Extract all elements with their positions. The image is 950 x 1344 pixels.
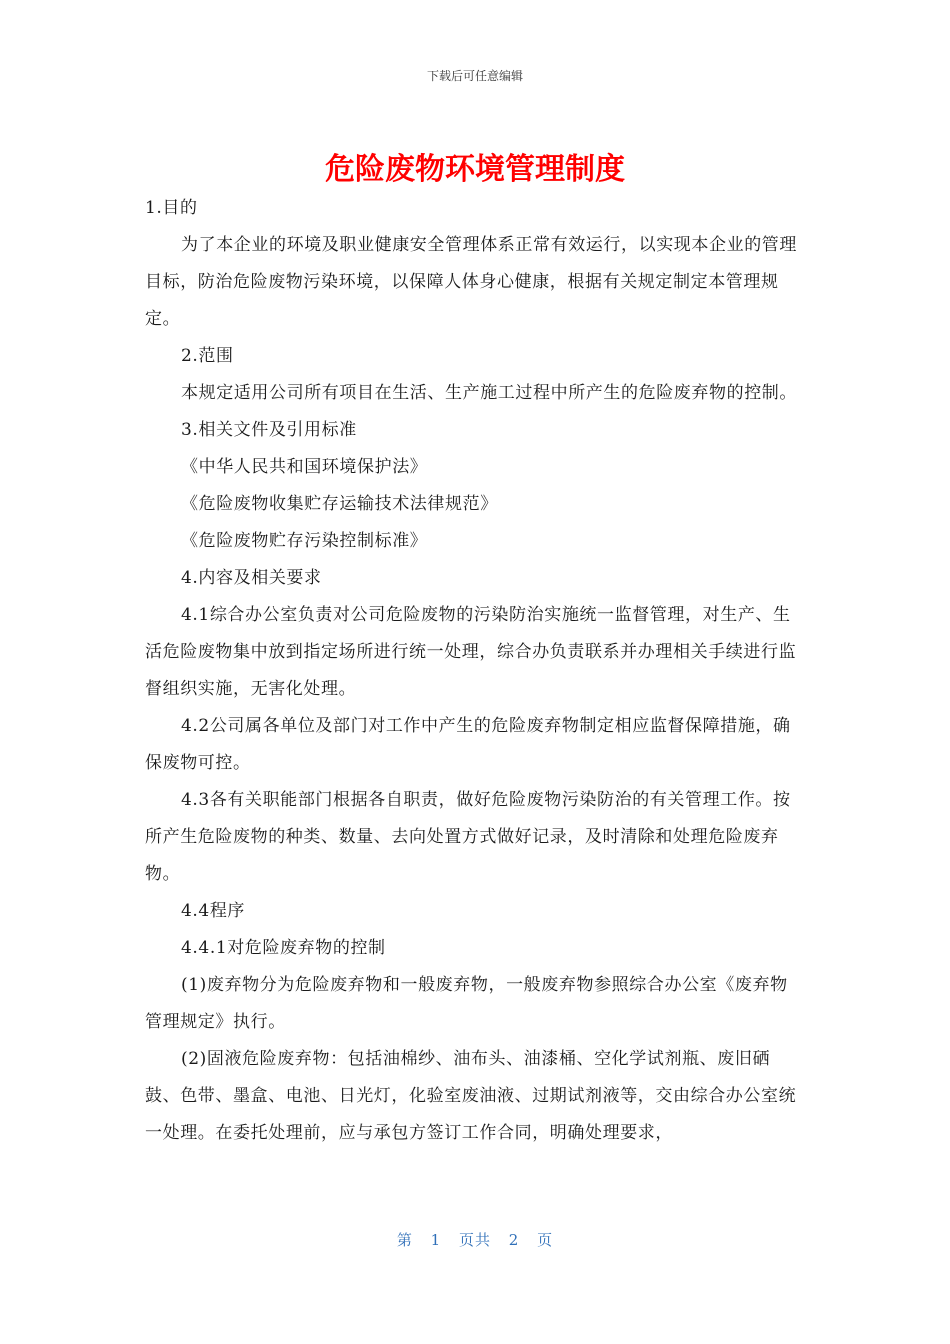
page-label-suffix: 页 (537, 1231, 554, 1249)
paragraph: 4.2公司属各单位及部门对工作中产生的危险废弃物制定相应监督保障措施，确保废物可控。 (145, 716, 791, 773)
paragraph: (1)废弃物分为危险废弃物和一般废弃物，一般废弃物参照综合办公室《废弃物管理规定》执行。 (145, 975, 788, 1032)
paragraph: 4.4程序 (181, 901, 246, 921)
paragraph: 4.内容及相关要求 (181, 568, 322, 588)
paragraph: 1.目的 (145, 198, 198, 218)
paragraph: 4.4.1对危险废弃物的控制 (181, 938, 386, 958)
paragraph: 为了本企业的环境及职业健康安全管理体系正常有效运行，以实现本企业的管理目标，防治危险废物污染环境，以保障人体身心健康，根据有关规定制定本管理规定。 (145, 235, 797, 329)
header-note: 下载后可任意编辑 (426, 69, 523, 83)
page-label-prefix: 第 (396, 1231, 413, 1249)
paragraph: 4.3各有关职能部门根据各自职责，做好危险废物污染防治的有关管理工作。按所产生危险废物的种类、数量、去向处置方式做好记录，及时清除和处理危险废弃物。 (145, 790, 791, 884)
paragraph: 2.范围 (181, 346, 234, 366)
paragraph: (2)固液危险废弃物：包括油棉纱、油布头、油漆桶、空化学试剂瓶、废旧硒鼓、色带、墨盒、电池、日光灯，化验室废油液、过期试剂液等，交由综合办公室统一处理。在委托处理前，应与承包方签订工作合同，明确处理要求， (145, 1049, 797, 1143)
paragraph: 4.1综合办公室负责对公司危险废物的污染防治实施统一监督管理，对生产、生活危险废物集中放到指定场所进行统一处理，综合办负责联系并办理相关手续进行监督组织实施，无害化处理。 (145, 605, 797, 699)
paragraph: 《危险废物贮存污染控制标准》 (181, 531, 428, 551)
total-pages: 2 (508, 1231, 520, 1249)
document-body (145, 190, 805, 1152)
page-number: 1 (430, 1231, 442, 1249)
page-footer (0, 1229, 950, 1250)
paragraph: 《危险废物收集贮存运输技术法律规范》 (181, 494, 498, 514)
paragraph: 《中华人民共和国环境保护法》 (181, 457, 428, 477)
page-label-mid: 页共 (458, 1231, 491, 1249)
paragraph: 3.相关文件及引用标准 (181, 420, 357, 440)
paragraph: 本规定适用公司所有项目在生活、生产施工过程中所产生的危险废弃物的控制。 (181, 383, 797, 403)
document-title: 危险废物环境管理制度 (325, 152, 625, 187)
